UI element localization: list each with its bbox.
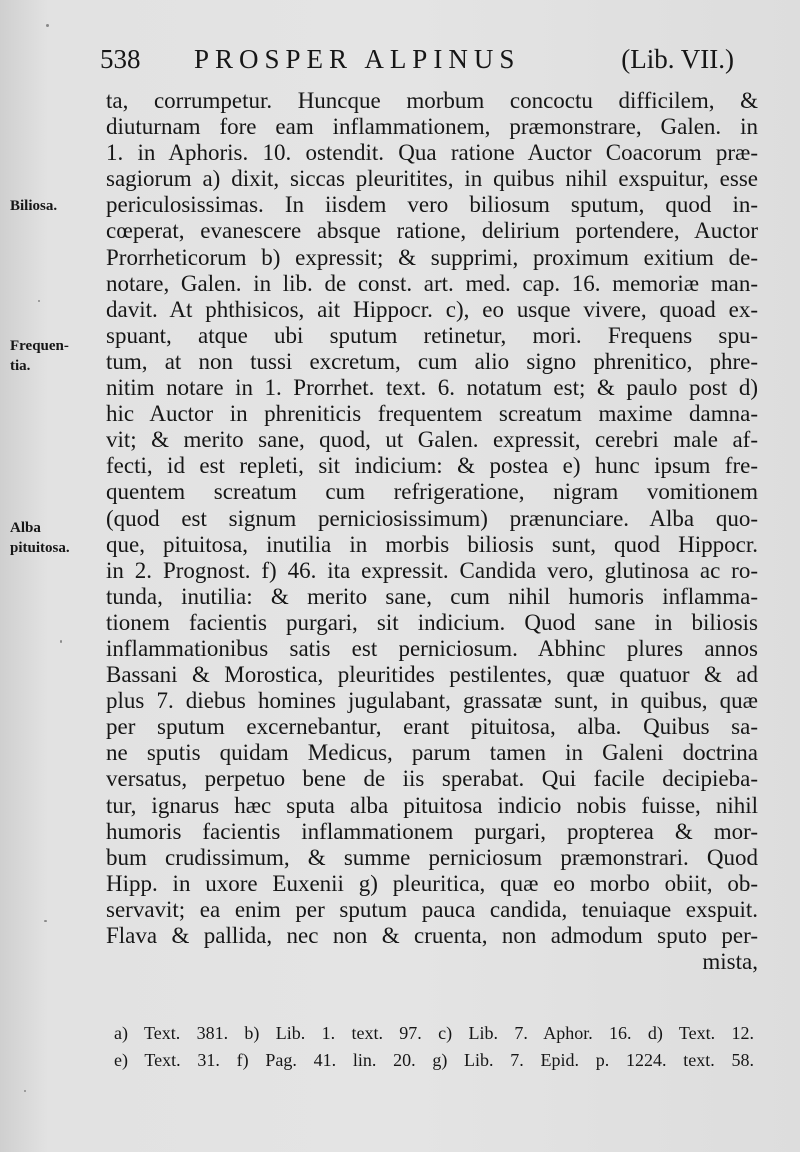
text-line: ta, corrumpetur. Huncque morbum concoctu difficilem, & (106, 88, 758, 113)
text-line: que, pituitosa, inutilia in morbis biliosis sunt, quod Hippocr. (106, 531, 758, 557)
text-line: Bassani & Morostica, pleuritides pestilentes, quæ quatuor & ad (106, 662, 758, 688)
paper-speck (60, 640, 62, 643)
footnotes (114, 1020, 754, 1074)
text-line: nitim notare in 1. Prorrhet. text. 6. notatum est; & paulo post d) (106, 375, 758, 401)
footnote-line: e) Text. 31. f) Pag. 41. lin. 20. g) Lib. 7. Epid. p. 1224. text. 58. (114, 1050, 754, 1070)
text-line: tum, at non tussi excretum, cum alio signo phrenitico, phre- (106, 348, 758, 374)
text-body (106, 88, 758, 975)
margin-note-alba-2: pituitosa. (10, 540, 70, 556)
margin-note-frequentia-2: tia. (10, 358, 31, 374)
text-line: versatus, perpetuo bene de iis sperabat. Qui facile decipieba- (106, 766, 758, 792)
text-line: tionem facientis purgari, sit indicium. Quod sane in biliosis (106, 609, 758, 635)
text-line: inflammationibus satis est perniciosum. Abhinc plures annos (106, 635, 758, 661)
text-line: plus 7. diebus homines jugulabant, grassatæ sunt, in quibus, quæ (106, 688, 758, 714)
paper-speck (38, 300, 40, 302)
text-line: davit. At phthisicos, ait Hippocr. c), eo usque vivere, quoad ex- (106, 296, 758, 322)
paper-speck (46, 24, 49, 27)
paper-speck (24, 1090, 26, 1092)
text-line: bum crudissimum, & summe perniciosum præmonstrari. Quod (106, 844, 758, 870)
text-line: servavit; ea enim per sputum pauca candida, tenuiaque exspuit. (106, 896, 758, 922)
text-line: ne sputis quidam Medicus, parum tamen in Galeni doctrina (106, 740, 758, 766)
text-line: 1. in Aphoris. 10. ostendit. Qua ratione Auctor Coacorum præ- (106, 140, 758, 166)
running-header (98, 44, 748, 78)
text-line: per sputum excernebantur, erant pituitosa, alba. Quibus sa- (106, 714, 758, 740)
footnote-line: a) Text. 381. b) Lib. 1. text. 97. c) Lib. 7. Aphor. 16. d) Text. 12. (114, 1023, 754, 1043)
text-line: hic Auctor in phreniticis frequentem screatum maxime damna- (106, 401, 758, 427)
text-line: sagiorum a) dixit, siccas pleuritites, in quibus nihil exspuitur, esse (106, 166, 758, 192)
text-line: in 2. Prognost. f) 46. ita expressit. Candida vero, glutinosa ac ro- (106, 557, 758, 583)
page-number: 538 (100, 44, 141, 74)
text-line: periculosissimas. In iisdem vero biliosum sputum, quod in- (106, 192, 758, 218)
text-line: tunda, inutilia: & merito sane, cum nihil humoris inflamma- (106, 583, 758, 609)
text-line: cœperat, evanescere absque ratione, delirium portendere, Auctor (106, 218, 758, 244)
text-line: mista, (702, 949, 758, 975)
margin-note-alba-1: Alba (10, 520, 41, 536)
text-line: spuant, atque ubi sputum retinetur, mori. Frequens spu- (106, 322, 758, 348)
margin-note-biliosa: Biliosa. (10, 198, 58, 214)
text-line: humoris facientis inflammationem purgari, propterea & mor- (106, 818, 758, 844)
text-line: (quod est signum perniciosissimum) prænunciare. Alba quo- (106, 505, 758, 531)
book-reference: (Lib. VII.) (621, 44, 734, 74)
text-line: tur, ignarus hæc sputa alba pituitosa indicio nobis fuisse, nihil (106, 792, 758, 818)
text-line: Flava & pallida, nec non & cruenta, non admodum sputo per- (106, 923, 758, 948)
text-line: diuturnam fore eam inflammationem, præmonstrare, Galen. in (106, 114, 758, 140)
paper-speck (44, 920, 47, 922)
margin-note-frequentia-1: Frequen- (10, 338, 69, 354)
running-title: PROSPER ALPINUS (194, 44, 521, 74)
text-line: Prorrheticorum b) expressit; & supprimi, proximum exitium de- (106, 244, 758, 270)
text-line: Hipp. in uxore Euxenii g) pleuritica, quæ eo morbo obiit, ob- (106, 870, 758, 896)
text-line: vit; & merito sane, quod, ut Galen. expressit, cerebri male af- (106, 427, 758, 453)
text-line: fecti, id est repleti, sit indicium: & postea e) hunc ipsum fre- (106, 453, 758, 479)
text-line: quentem screatum cum refrigeratione, nigram vomitionem (106, 479, 758, 505)
text-line: notare, Galen. in lib. de const. art. med. cap. 16. memoriæ man- (106, 270, 758, 296)
